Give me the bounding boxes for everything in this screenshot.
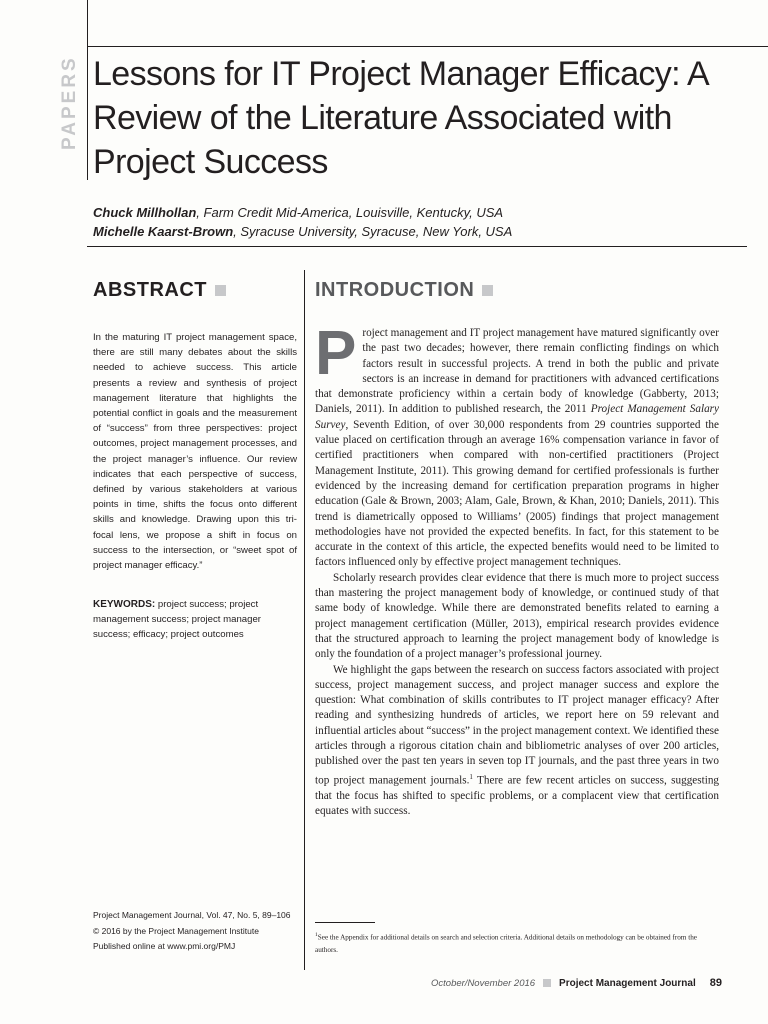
abstract-body: In the maturing IT project management space, there are still many debates about the skills needed to achieve success. This article presents a review and synthesis of project management literature that highlights the potential conflict in goals and the measurement of “success” from three perspectives: project outcomes, project management processes, and the project manager’s influence. Our review indicates that each perspective of success, defined by various stakeholders at various points in time, shifts the focus onto different skills and knowledge. Drawing upon this tri-focal lens, we propose a shift in focus on success to the intersection, or “sweet spot of project manager efficacy.” <box>93 332 297 572</box>
top-horizontal-rule <box>87 46 768 47</box>
square-bullet-icon <box>215 285 226 296</box>
journal-citation: Project Management Journal, Vol. 47, No. 5, 89–106 <box>93 910 291 920</box>
section-label-papers: PAPERS <box>59 55 80 150</box>
intro-text: , Seventh Edition, of over 30,000 respondents from 29 countries supported the value placed on certification through an average 16% compensation variance in favor of certified practitioners when compared with non-certified practitioners (Project Management Institute, 2011). This growing demand for certified professionals is further evidenced by the increasing demand for certification preparation programs in higher education (Gale & Brown, 2003; Alam, Gale, Brown, & Khan, 2010; Daniels, 2011). This trend is diametrically opposed to Williams’ (2005) findings that project management methodologies have not provided the expected benefits. In fact, for this statement to be accurate in the context of this article, the expected benefits would need to be limited to factors influenced only by effective project management techniques. <box>315 418 719 569</box>
intro-text: There are few recent articles on success, suggesting that the focus has shifted to specific problems, or a complacent view that certification equates with success. <box>315 774 720 817</box>
footnote-text: See the Appendix for additional details on search and selection criteria. Additional details on methodology can be obtained from the authors. <box>315 933 697 954</box>
journal-name: Project Management Journal <box>559 977 696 989</box>
intro-text: roject management and IT project management have matured significantly over the past two decades; however, there remain conflicting findings on which factors result in successful projects. A trend in both the public and private sectors is an increase in demand for practitioners with advanced certifications that demonstrate proficiency within a certain body of knowledge (Gabberty, 2013; Daniels, 2011). In addition to published research, the 2011 <box>315 327 719 416</box>
footnote-number: 1 <box>315 932 318 938</box>
drop-cap: P <box>315 319 357 388</box>
keywords-list: project success; project management success; project manager success; efficacy; project outcomes <box>93 599 261 641</box>
author-line <box>93 222 753 241</box>
keywords <box>93 597 297 643</box>
article-title: Lessons for IT Project Manager Efficacy: A Review of the Literature Associated with Project Success <box>93 55 708 181</box>
author-affiliation: , Syracuse University, Syracuse, New York, USA <box>233 224 513 239</box>
author-line <box>93 203 753 222</box>
footnote-marker: 1 <box>469 772 473 781</box>
abstract-heading-text: ABSTRACT <box>93 279 207 301</box>
keywords-label: KEYWORDS: <box>93 599 156 610</box>
intro-italic-title: Project Management Salary Survey <box>315 403 719 431</box>
abstract-heading <box>93 279 226 302</box>
square-bullet-icon <box>482 285 493 296</box>
introduction-heading <box>315 279 493 302</box>
intro-paragraph: Scholarly research provides clear evidence that there is much more to project success than mastering the project management body of knowledge, or continued study of that same body of knowledge. While there are demonstrated benefits related to earning a project management certification (Müller, 2013), empirical research provides evidence that the structured approach to learning the project management body of knowledge is only the foundation of a project manager’s professional journey. <box>315 571 719 661</box>
copyright-notice: © 2016 by the Project Management Institute <box>93 925 259 936</box>
page-number: 89 <box>709 977 722 989</box>
intro-text: We highlight the gaps between the research on success factors associated with project success, project management success, and project manager success and explore the question: What combination of skills contributes to IT project manager efficacy? After reading and synthesizing hundreds of articles, we report here on 59 relevant and influential articles about “success” in the project management context. We identified these articles through a rigorous citation chain and bibliometric analyses of over 200 articles, published over the past ten years in seven top IT journals, and the past three years in two top project management journals. <box>315 663 719 787</box>
issue-date: October/November 2016 <box>431 977 536 989</box>
publication-info <box>93 908 303 955</box>
top-vertical-rule <box>87 0 88 180</box>
author-list <box>93 203 753 241</box>
header-divider <box>87 246 747 247</box>
author-name: Chuck Millhollan <box>93 205 197 220</box>
footnote-rule <box>315 922 375 923</box>
introduction-body <box>315 319 720 819</box>
column-divider <box>304 270 305 970</box>
author-name: Michelle Kaarst-Brown <box>93 224 234 239</box>
author-affiliation: , Farm Credit Mid-America, Louisville, Kentucky, USA <box>196 205 504 220</box>
square-bullet-icon <box>543 979 551 987</box>
intro-paragraph <box>315 663 719 820</box>
footnote <box>315 929 719 956</box>
online-publication: Published online at www.pmi.org/PMJ <box>93 941 236 951</box>
page-footer <box>431 977 722 989</box>
intro-paragraph <box>315 319 719 571</box>
introduction-heading-text: INTRODUCTION <box>315 279 475 301</box>
